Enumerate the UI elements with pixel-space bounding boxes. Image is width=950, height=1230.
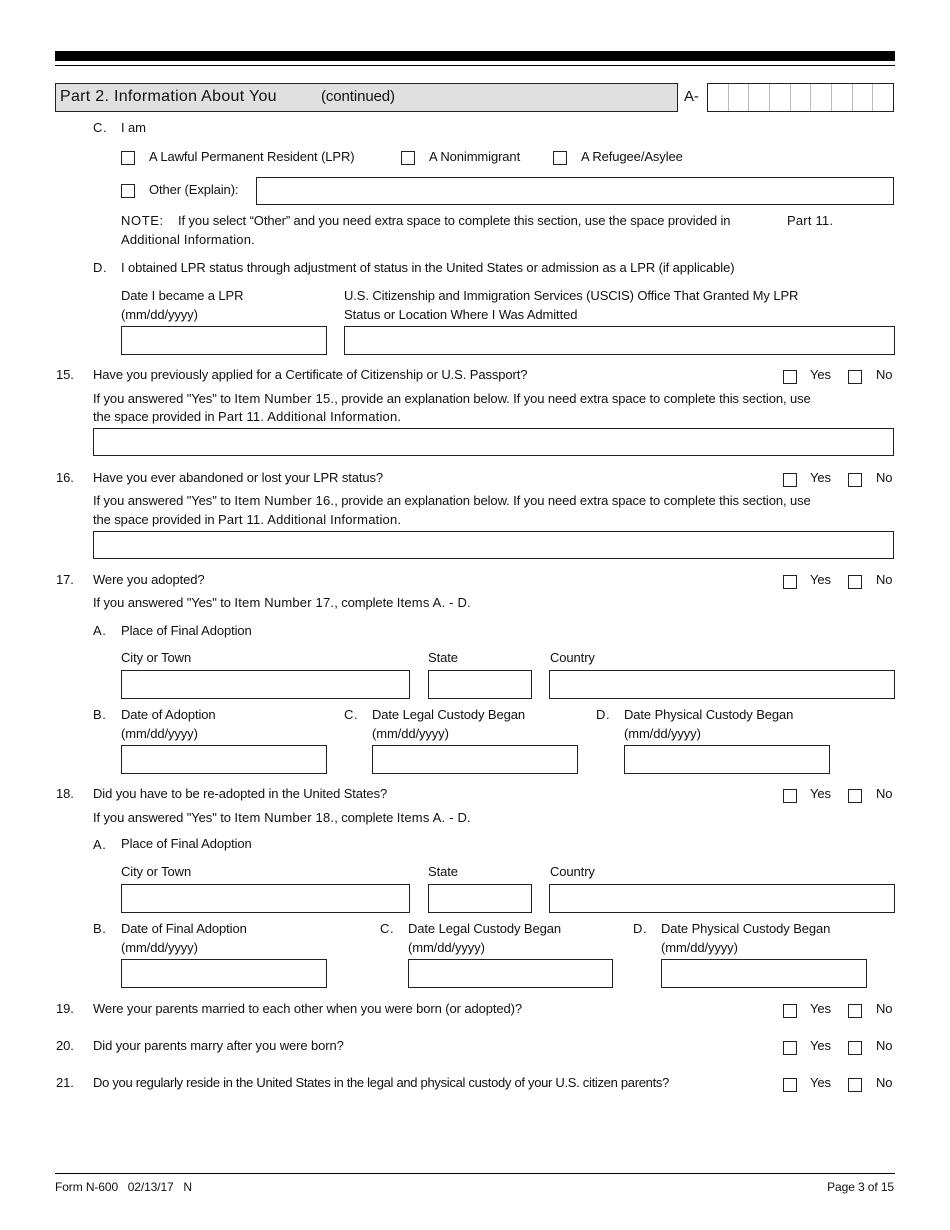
q18-a-letter: A. <box>93 837 107 852</box>
q20-yes-label: Yes <box>810 1038 831 1053</box>
q18-number: 18. <box>56 786 74 801</box>
footer-form-id: Form N-600 02/13/17 N <box>55 1180 192 1194</box>
q18-a-label: Place of Final Adoption <box>121 836 252 851</box>
q17-question: Were you adopted? <box>93 572 205 587</box>
q17-state-label: State <box>428 650 458 665</box>
q17-b-letter: B. <box>93 707 107 722</box>
q18-no-label: No <box>876 786 893 801</box>
q19-yes-label: Yes <box>810 1001 831 1016</box>
q18-instructions <box>93 810 471 826</box>
other-explain-input[interactable] <box>256 177 894 205</box>
q21-no-checkbox[interactable] <box>848 1078 862 1092</box>
q19-number: 19. <box>56 1001 74 1016</box>
items-ref: Items A. - D. <box>396 595 471 610</box>
q16-yes-checkbox[interactable] <box>783 473 797 487</box>
q18-c-format: (mm/dd/yyyy) <box>408 940 485 955</box>
q17-legal-custody-date-input[interactable] <box>372 745 578 774</box>
q17-no-checkbox[interactable] <box>848 575 862 589</box>
q16-explanation-input[interactable] <box>93 531 894 559</box>
q17-b-format: (mm/dd/yyyy) <box>121 726 198 741</box>
q18-country-input[interactable] <box>549 884 895 913</box>
lpr-date-format: (mm/dd/yyyy) <box>121 307 198 322</box>
text: If you answered "Yes" to <box>93 391 231 406</box>
a-number-label: A- <box>684 88 699 105</box>
text: the space provided in <box>93 409 215 424</box>
q16-question: Have you ever abandoned or lost your LPR status? <box>93 470 384 485</box>
q18-d-label: Date Physical Custody Began <box>661 921 831 936</box>
q21-number: 21. <box>56 1075 74 1090</box>
nonimmigrant-checkbox[interactable] <box>401 151 415 165</box>
text: If you answered "Yes" to <box>93 810 231 825</box>
footer-page-number: Page 3 of 15 <box>827 1180 894 1194</box>
q20-question: Did your parents marry after you were born? <box>93 1038 344 1053</box>
q18-yes-checkbox[interactable] <box>783 789 797 803</box>
part-ref: Part 11. Additional Information. <box>218 512 402 527</box>
part-ref: Part 11. Additional Information. <box>218 409 402 424</box>
q20-number: 20. <box>56 1038 74 1053</box>
q16-yes-label: Yes <box>810 470 831 485</box>
q15-explanation-input[interactable] <box>93 428 894 456</box>
q18-no-checkbox[interactable] <box>848 789 862 803</box>
text: , complete <box>334 810 394 825</box>
q15-instructions-1 <box>93 391 811 407</box>
nonimmigrant-label: A Nonimmigrant <box>429 149 521 164</box>
q19-yes-checkbox[interactable] <box>783 1004 797 1018</box>
text: , provide an explanation below. If you need extra space to complete this section, use <box>334 391 811 406</box>
uscis-office-label-2: Status or Location Where I Was Admitted <box>344 307 578 322</box>
q19-question: Were your parents married to each other when you were born (or adopted)? <box>93 1001 523 1016</box>
q21-yes-checkbox[interactable] <box>783 1078 797 1092</box>
q16-instructions-1 <box>93 493 811 509</box>
q17-b-label: Date of Adoption <box>121 707 216 722</box>
q18-d-format: (mm/dd/yyyy) <box>661 940 738 955</box>
q17-d-letter: D. <box>596 707 611 722</box>
q20-yes-checkbox[interactable] <box>783 1041 797 1055</box>
item-c-label: I am <box>121 120 146 135</box>
q17-d-format: (mm/dd/yyyy) <box>624 726 701 741</box>
q17-no-label: No <box>876 572 893 587</box>
q15-instructions-2 <box>93 409 401 425</box>
q18-c-label: Date Legal Custody Began <box>408 921 561 936</box>
top-thick-rule <box>55 51 895 61</box>
lpr-checkbox[interactable] <box>121 151 135 165</box>
q17-number: 17. <box>56 572 74 587</box>
q18-b-format: (mm/dd/yyyy) <box>121 940 198 955</box>
q21-question: Do you regularly reside in the United States in the legal and physical custody of your U.S. citizen parents? <box>93 1075 670 1090</box>
q17-instructions <box>93 595 471 611</box>
item-c-letter: C. <box>93 120 108 135</box>
q17-city-input[interactable] <box>121 670 410 699</box>
item-ref: Item Number 18. <box>234 810 335 825</box>
q18-d-letter: D. <box>633 921 648 936</box>
q18-b-letter: B. <box>93 921 107 936</box>
q21-yes-label: Yes <box>810 1075 831 1090</box>
part-continued: (continued) <box>321 88 395 105</box>
q20-no-checkbox[interactable] <box>848 1041 862 1055</box>
q17-city-label: City or Town <box>121 650 192 665</box>
q16-number: 16. <box>56 470 74 485</box>
note-ref-part: Part 11. <box>787 213 834 228</box>
q18-yes-label: Yes <box>810 786 831 801</box>
q16-instructions-2 <box>93 512 401 528</box>
q15-no-label: No <box>876 367 893 382</box>
text: If you answered "Yes" to <box>93 595 231 610</box>
q18-c-letter: C. <box>380 921 395 936</box>
text: If you answered "Yes" to <box>93 493 231 508</box>
q17-country-label: Country <box>550 650 595 665</box>
note-prefix: NOTE: <box>121 213 164 228</box>
q15-yes-label: Yes <box>810 367 831 382</box>
q17-state-input[interactable] <box>428 670 532 699</box>
q20-no-label: No <box>876 1038 893 1053</box>
q15-number: 15. <box>56 367 74 382</box>
q18-final-adoption-date-input[interactable] <box>121 959 327 988</box>
q18-state-label: State <box>428 864 458 879</box>
q17-c-label: Date Legal Custody Began <box>372 707 525 722</box>
refugee-label: A Refugee/Asylee <box>581 149 683 164</box>
q15-yes-checkbox[interactable] <box>783 370 797 384</box>
q17-country-input[interactable] <box>549 670 895 699</box>
q18-country-label: Country <box>550 864 595 879</box>
items-ref: Items A. - D. <box>396 810 471 825</box>
q15-no-checkbox[interactable] <box>848 370 862 384</box>
lpr-date-label: Date I became a LPR <box>121 288 244 303</box>
q18-city-input[interactable] <box>121 884 410 913</box>
uscis-office-label-1: U.S. Citizenship and Immigration Services (USCIS) Office That Granted My LPR <box>344 288 799 303</box>
note-ref-info: Additional Information. <box>121 232 255 247</box>
item-d-letter: D. <box>93 260 108 275</box>
item-ref: Item Number 15. <box>234 391 335 406</box>
text: the space provided in <box>93 512 215 527</box>
q17-a-letter: A. <box>93 623 107 638</box>
q19-no-checkbox[interactable] <box>848 1004 862 1018</box>
q18-city-label: City or Town <box>121 864 192 879</box>
other-checkbox[interactable] <box>121 184 135 198</box>
q17-c-letter: C. <box>344 707 359 722</box>
item-ref: Item Number 17. <box>234 595 335 610</box>
q17-c-format: (mm/dd/yyyy) <box>372 726 449 741</box>
q17-yes-label: Yes <box>810 572 831 587</box>
part-header <box>55 83 678 112</box>
item-d-label: I obtained LPR status through adjustment of status in the United States or admission as a LPR (if applicable) <box>121 260 735 275</box>
part-title: Part 2. Information About You <box>60 88 277 105</box>
uscis-office-input[interactable] <box>344 326 895 355</box>
lpr-date-input[interactable] <box>121 326 327 355</box>
q19-no-label: No <box>876 1001 893 1016</box>
a-number-input[interactable] <box>707 83 894 112</box>
q17-adoption-date-input[interactable] <box>121 745 327 774</box>
q18-b-label: Date of Final Adoption <box>121 921 247 936</box>
q16-no-checkbox[interactable] <box>848 473 862 487</box>
q21-no-label: No <box>876 1075 893 1090</box>
item-ref: Item Number 16. <box>234 493 335 508</box>
q16-no-label: No <box>876 470 893 485</box>
q18-physical-custody-date-input[interactable] <box>661 959 867 988</box>
q18-state-input[interactable] <box>428 884 532 913</box>
q17-yes-checkbox[interactable] <box>783 575 797 589</box>
q17-a-label: Place of Final Adoption <box>121 623 252 638</box>
refugee-checkbox[interactable] <box>553 151 567 165</box>
text: , provide an explanation below. If you need extra space to complete this section, use <box>334 493 811 508</box>
q17-physical-custody-date-input[interactable] <box>624 745 830 774</box>
q15-question: Have you previously applied for a Certificate of Citizenship or U.S. Passport? <box>93 367 528 382</box>
note-text: If you select “Other” and you need extra space to complete this section, use the space provided in <box>178 213 731 228</box>
other-label: Other (Explain): <box>149 182 239 197</box>
q17-d-label: Date Physical Custody Began <box>624 707 794 722</box>
footer-rule <box>55 1173 895 1174</box>
text: , complete <box>334 595 394 610</box>
top-thin-rule <box>55 65 895 66</box>
lpr-label: A Lawful Permanent Resident (LPR) <box>149 149 355 164</box>
q18-legal-custody-date-input[interactable] <box>408 959 613 988</box>
q18-question: Did you have to be re-adopted in the United States? <box>93 786 388 801</box>
